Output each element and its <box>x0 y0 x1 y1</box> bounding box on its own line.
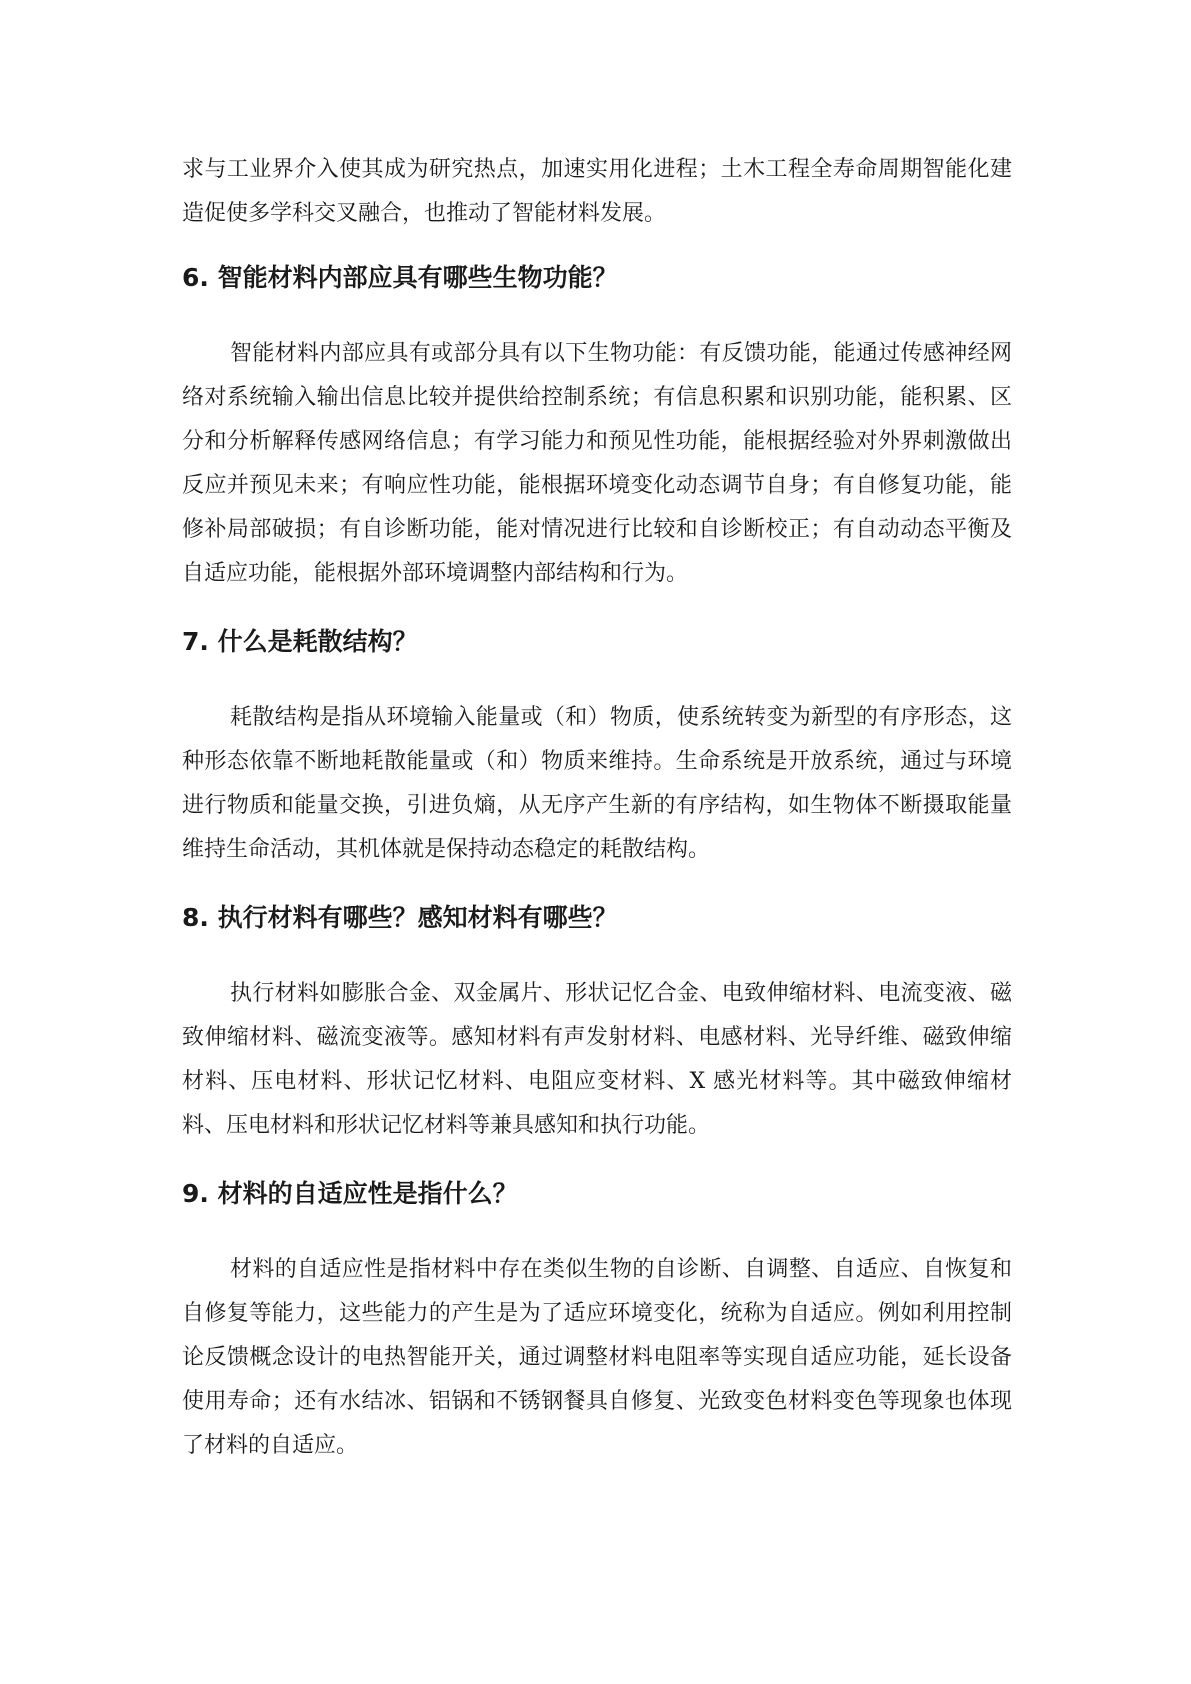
intro-paragraph: 求与工业界介入使其成为研究热点，加速实用化进程；土木工程全寿命周期智能化建造促使多学科交叉融合，也推动了智能材料发展。 <box>182 157 1012 226</box>
section-body-8: 执行材料如膨胀合金、双金属片、形状记忆合金、电致伸缩材料、电流变液、磁致伸缩材料、磁流变液等。感知材料有声发射材料、电感材料、光导纤维、磁致伸缩材料、压电材料、形状记忆材料、电阻应变材料、X 感光材料等。其中磁致伸缩材料、压电材料和形状记忆材料等兼具感知和执行功能。 <box>182 981 1012 1138</box>
section-body-7: 耗散结构是指从环境输入能量或（和）物质，使系统转变为新型的有序形态，这种形态依靠不断地耗散能量或（和）物质来维持。生命系统是开放系统，通过与环境进行物质和能量交换，引进负熵，从无序产生新的有序结构，如生物体不断摄取能量维持生命活动，其机体就是保持动态稳定的耗散结构。 <box>182 705 1012 862</box>
section-body-9: 材料的自适应性是指材料中存在类似生物的自诊断、自调整、自适应、自恢复和自修复等能力，这些能力的产生是为了适应环境变化，统称为自适应。例如利用控制论反馈概念设计的电热智能开关，通过调整材料电阻率等实现自适应功能，延长设备使用寿命；还有水结冰、铝锅和不锈钢餐具自修复、光致变色材料变色等现象也体现了材料的自适应。 <box>182 1257 1012 1458</box>
document-content <box>182 148 1012 1468</box>
section-heading-8: 8. 执行材料有哪些？感知材料有哪些？ <box>182 903 618 932</box>
section-heading-6: 6. 智能材料内部应具有哪些生物功能？ <box>182 263 618 292</box>
section-heading-7: 7. 什么是耗散结构？ <box>182 627 418 656</box>
section-body-6: 智能材料内部应具有或部分具有以下生物功能：有反馈功能，能通过传感神经网络对系统输入输出信息比较并提供给控制系统；有信息积累和识别功能，能积累、区分和分析解释传感网络信息；有学习能力和预见性功能，能根据经验对外界刺激做出反应并预见未来；有响应性功能，能根据环境变化动态调节自身；有自修复功能，能修补局部破损；有自诊断功能，能对情况进行比较和自诊断校正；有自动动态平衡及自适应功能，能根据外部环境调整内部结构和行为。 <box>182 341 1012 586</box>
section-heading-9: 9. 材料的自适应性是指什么？ <box>182 1179 518 1208</box>
